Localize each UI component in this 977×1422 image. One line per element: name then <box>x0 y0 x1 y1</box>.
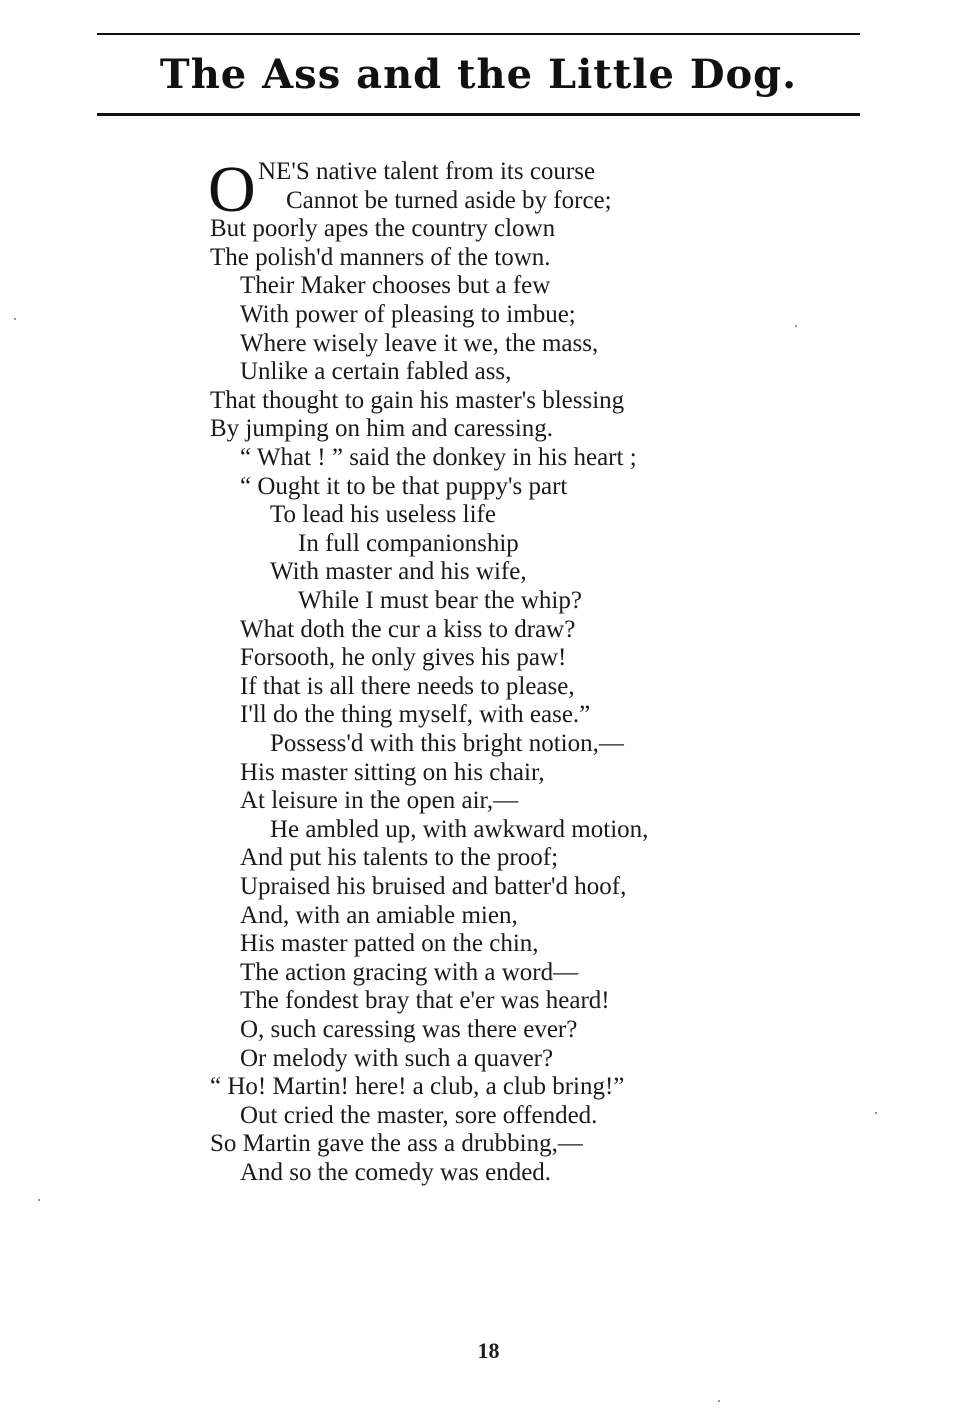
poem-line: His master sitting on his chair, <box>240 758 545 786</box>
poem-line: “ What ! ” said the donkey in his heart ; <box>240 444 637 471</box>
scan-speck <box>14 318 16 320</box>
poem-line: While I must bear the whip? <box>298 587 582 614</box>
poem-line: “ Ought it to be that puppy's part <box>240 472 568 500</box>
poem-line: NE'S native talent from its course <box>258 158 596 185</box>
poem-line: If that is all there needs to please, <box>240 672 575 700</box>
scan-speck <box>718 1400 720 1402</box>
poem-line: And, with an amiable mien, <box>240 901 518 929</box>
poem-line: So Martin gave the ass a drubbing,— <box>210 1130 583 1158</box>
bottom-rule <box>97 113 860 116</box>
poem-line: At leisure in the open air,— <box>240 787 519 815</box>
poem-line: With master and his wife, <box>270 558 527 586</box>
poem-line: The action gracing with a word— <box>240 958 579 986</box>
poem-line: That thought to gain his master's blessing <box>210 386 625 414</box>
poem-line: By jumping on him and caressing. <box>210 415 554 443</box>
page-number: 18 <box>477 1338 500 1363</box>
poem-line: I'll do the thing myself, with ease.” <box>240 701 591 729</box>
poem-line: And so the comedy was ended. <box>240 1159 552 1186</box>
poem-line: And put his talents to the proof; <box>240 844 559 872</box>
poem-line: But poorly apes the country clown <box>210 215 556 243</box>
page-title: The Ass and the Little Dog. <box>159 51 798 98</box>
poem-line: To lead his useless life <box>270 501 496 529</box>
poem-line: The fondest bray that e'er was heard! <box>240 987 610 1015</box>
poem-line: He ambled up, with awkward motion, <box>270 815 649 843</box>
poem-line: Forsooth, he only gives his paw! <box>240 644 567 672</box>
poem-line: Or melody with such a quaver? <box>240 1044 554 1072</box>
poem-line: The polish'd manners of the town. <box>210 243 551 271</box>
drop-cap: O <box>208 153 256 226</box>
poem-line: Unlike a certain fabled ass, <box>240 358 512 386</box>
poem-line: With power of pleasing to imbue; <box>240 301 576 328</box>
poem-line: Where wisely leave it we, the mass, <box>240 329 599 357</box>
poem-line: What doth the cur a kiss to draw? <box>240 615 576 643</box>
top-rule <box>97 33 860 35</box>
poem-line: Possess'd with this bright notion,— <box>270 730 624 757</box>
poem-line: Out cried the master, sore offended. <box>240 1101 598 1129</box>
poem-line: O, such caressing was there ever? <box>240 1016 578 1043</box>
poem-line: Upraised his bruised and batter'd hoof, <box>240 873 627 900</box>
poem-line: In full companionship <box>298 529 519 557</box>
poem-line: His master patted on the chin, <box>240 930 539 958</box>
scan-speck <box>875 1112 877 1114</box>
scan-speck <box>795 325 797 327</box>
scan-speck <box>38 1199 40 1201</box>
poem-line: Cannot be turned aside by force; <box>286 186 612 214</box>
poem-line: “ Ho! Martin! here! a club, a club bring!” <box>210 1073 625 1101</box>
poem-line: Their Maker chooses but a few <box>240 272 551 300</box>
